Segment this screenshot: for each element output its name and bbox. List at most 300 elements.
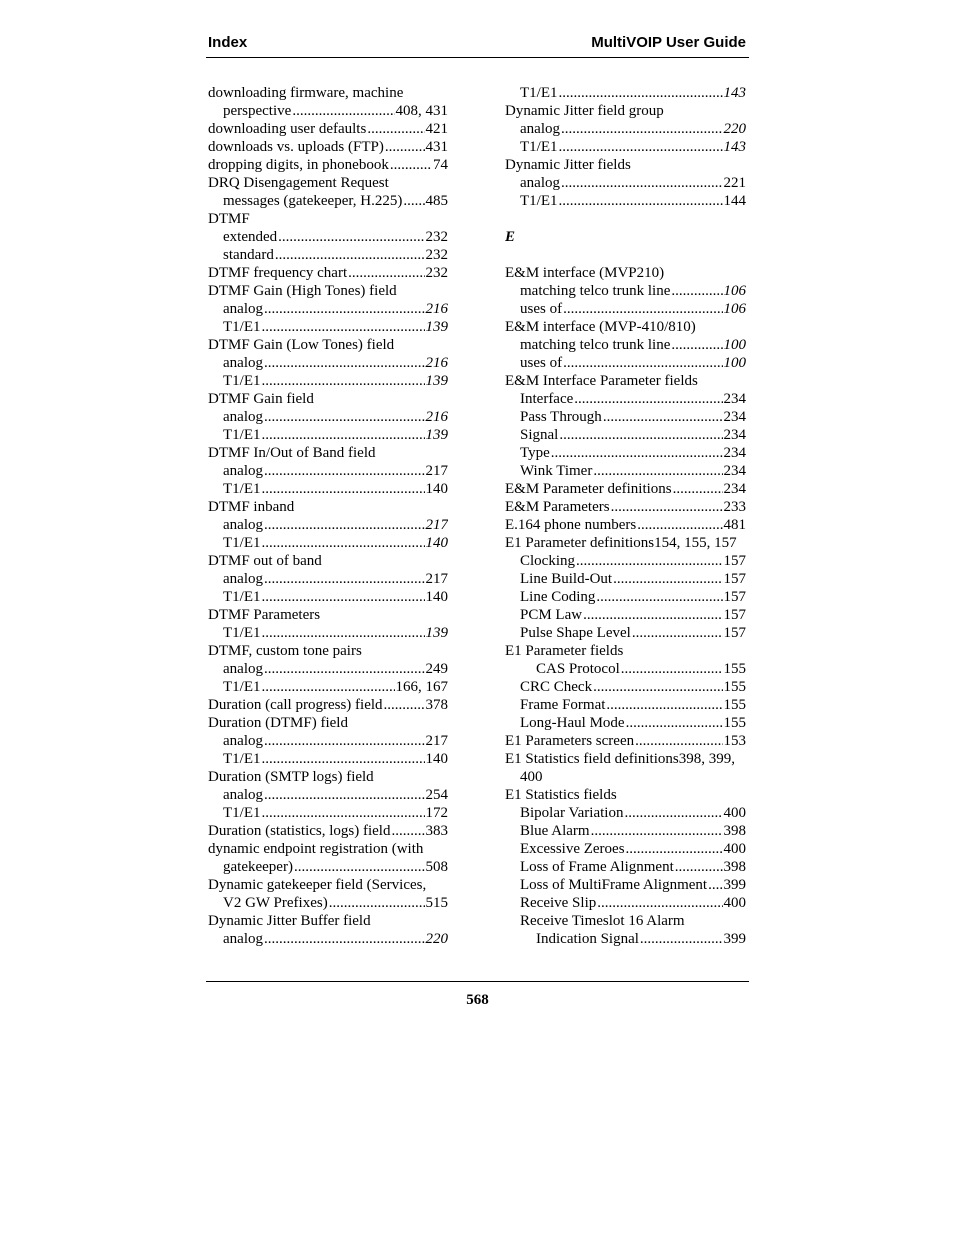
index-entry xyxy=(208,624,448,642)
entry-page-ref: 421 xyxy=(425,121,448,137)
entry-label: dropping digits, in phonebook xyxy=(208,157,389,173)
entry-label: Line Build-Out xyxy=(520,571,613,587)
index-entry xyxy=(505,570,746,588)
entry-label: E&M Parameters xyxy=(505,499,610,515)
entry-page-ref: 157 xyxy=(723,625,746,641)
entry-label: Receive Slip xyxy=(520,895,597,911)
entry-label: Bipolar Variation xyxy=(520,805,624,821)
index-entry xyxy=(208,804,448,822)
dot-leader xyxy=(292,102,394,120)
index-heading: E&M Interface Parameter fields xyxy=(505,373,698,389)
dot-leader xyxy=(591,822,723,840)
entry-page-ref: 157 xyxy=(723,589,746,605)
blank-line xyxy=(505,246,746,264)
entry-label: analog xyxy=(223,463,263,479)
entry-label: T1/E1 xyxy=(223,805,261,821)
dot-leader xyxy=(632,624,723,642)
entry-page-ref: 234 xyxy=(723,463,746,479)
entry-label: Duration (call progress) field xyxy=(208,697,383,713)
dot-leader xyxy=(673,480,723,498)
entry-label: Indication Signal xyxy=(536,931,639,947)
index-entry xyxy=(505,516,746,534)
entry-label: Clocking xyxy=(520,553,575,569)
dot-leader xyxy=(262,624,425,642)
dot-leader xyxy=(606,696,722,714)
entry-label: PCM Law xyxy=(520,607,583,623)
blank-line xyxy=(505,210,746,228)
index-entry xyxy=(208,264,448,282)
dot-leader xyxy=(264,786,425,804)
entry-label: T1/E1 xyxy=(223,679,261,695)
entry-page-ref: 217 xyxy=(425,571,448,587)
dot-leader xyxy=(264,660,425,678)
index-entry xyxy=(208,534,448,552)
entry-label: Excessive Zeroes xyxy=(520,841,625,857)
entry-page-ref: 400 xyxy=(723,841,746,857)
entry-page-ref: 232 xyxy=(425,265,448,281)
entry-page-ref: 399 xyxy=(723,877,746,893)
index-entry xyxy=(505,498,746,516)
dot-leader xyxy=(640,930,723,948)
index-entry xyxy=(505,606,746,624)
dot-leader xyxy=(262,426,425,444)
entry-page-ref: 383 xyxy=(425,823,448,839)
index-heading: DTMF Gain field xyxy=(208,391,314,407)
index-heading: E1 Parameter definitions154, 155, 157 xyxy=(505,535,737,551)
index-heading: DTMF Gain (High Tones) field xyxy=(208,283,397,299)
dot-leader xyxy=(264,354,425,372)
entry-page-ref: 157 xyxy=(723,553,746,569)
entry-label: CAS Protocol xyxy=(536,661,620,677)
entry-page-ref: 398 xyxy=(723,823,746,839)
entry-page-ref: 400 xyxy=(723,805,746,821)
index-entry xyxy=(208,660,448,678)
entry-label: Type xyxy=(520,445,550,461)
dot-leader xyxy=(603,408,723,426)
index-entry xyxy=(505,282,746,300)
entry-page-ref: 100 xyxy=(723,355,746,371)
entry-page-ref: 140 xyxy=(425,481,448,497)
entry-label: T1/E1 xyxy=(223,751,261,767)
entry-page-ref: 143 xyxy=(723,85,746,101)
index-entry xyxy=(505,660,746,678)
index-entry xyxy=(208,354,448,372)
entry-page-ref: 216 xyxy=(425,409,448,425)
index-heading: Duration (DTMF) field xyxy=(208,715,348,731)
index-heading: E1 Statistics field definitions398, 399, xyxy=(505,751,735,767)
entry-label: standard xyxy=(223,247,274,263)
entry-page-ref: 408, 431 xyxy=(395,103,448,119)
entry-label: V2 GW Prefixes) xyxy=(223,895,328,911)
dot-leader xyxy=(574,390,722,408)
dot-leader xyxy=(559,84,723,102)
index-entry xyxy=(208,822,448,840)
index-entry xyxy=(505,858,746,876)
entry-page-ref: 166, 167 xyxy=(395,679,448,695)
index-column-right xyxy=(505,84,746,948)
header-document-title: MultiVOIP User Guide xyxy=(591,34,746,51)
entry-page-ref: 217 xyxy=(425,733,448,749)
dot-leader xyxy=(671,336,722,354)
index-heading: DTMF inband xyxy=(208,499,295,515)
entry-label: Duration (statistics, logs) field xyxy=(208,823,391,839)
entry-label: analog xyxy=(223,571,263,587)
index-entry xyxy=(505,462,746,480)
entry-page-ref: 431 xyxy=(425,139,448,155)
dot-leader xyxy=(275,246,425,264)
dot-leader xyxy=(626,714,723,732)
entry-page-ref: 153 xyxy=(723,733,746,749)
dot-leader xyxy=(613,570,722,588)
dot-leader xyxy=(264,462,425,480)
index-heading: DTMF, custom tone pairs xyxy=(208,643,362,659)
index-heading: DTMF In/Out of Band field xyxy=(208,445,376,461)
entry-page-ref: 139 xyxy=(425,427,448,443)
entry-page-ref: 139 xyxy=(425,625,448,641)
entry-label: E1 Parameters screen xyxy=(505,733,635,749)
dot-leader xyxy=(671,282,722,300)
entry-page-ref: 216 xyxy=(425,355,448,371)
entry-label: analog xyxy=(223,931,263,947)
entry-page-ref: 157 xyxy=(723,571,746,587)
dot-leader xyxy=(264,408,425,426)
entry-page-ref: 234 xyxy=(723,409,746,425)
dot-leader xyxy=(593,678,722,696)
entry-label: analog xyxy=(520,121,560,137)
index-entry xyxy=(208,120,448,138)
index-entry xyxy=(505,408,746,426)
dot-leader xyxy=(561,120,723,138)
index-entry xyxy=(505,390,746,408)
entry-label: T1/E1 xyxy=(223,481,261,497)
entry-label: Interface xyxy=(520,391,574,407)
index-entry xyxy=(505,930,746,948)
entry-label: matching telco trunk line xyxy=(520,337,671,353)
index-entry xyxy=(208,426,448,444)
entry-page-ref: 74 xyxy=(433,157,448,173)
index-heading: dynamic endpoint registration (with xyxy=(208,841,424,857)
index-heading: Dynamic Jitter Buffer field xyxy=(208,913,371,929)
index-heading: DTMF xyxy=(208,211,250,227)
entry-page-ref: 378 xyxy=(425,697,448,713)
index-entry xyxy=(208,786,448,804)
entry-label: E&M Parameter definitions xyxy=(505,481,672,497)
entry-page-ref: 155 xyxy=(723,715,746,731)
index-entry xyxy=(208,228,448,246)
entry-page-ref: 234 xyxy=(723,445,746,461)
header-rule xyxy=(206,57,749,58)
index-entry xyxy=(505,120,746,138)
index-entry xyxy=(505,480,746,498)
entry-label: T1/E1 xyxy=(223,535,261,551)
index-subheading: 400 xyxy=(520,769,543,785)
dot-leader xyxy=(624,804,722,822)
index-heading: DTMF Gain (Low Tones) field xyxy=(208,337,395,353)
dot-leader xyxy=(262,372,425,390)
dot-leader xyxy=(635,732,722,750)
entry-label: analog xyxy=(223,787,263,803)
index-entry xyxy=(505,714,746,732)
index-entry xyxy=(505,876,746,894)
index-heading: E1 Parameter fields xyxy=(505,643,624,659)
index-entry xyxy=(208,750,448,768)
index-entry xyxy=(505,84,746,102)
index-heading: Dynamic Jitter field group xyxy=(505,103,664,119)
dot-leader xyxy=(262,480,425,498)
entry-page-ref: 140 xyxy=(425,589,448,605)
entry-page-ref: 220 xyxy=(723,121,746,137)
dot-leader xyxy=(563,300,722,318)
entry-page-ref: 216 xyxy=(425,301,448,317)
entry-page-ref: 220 xyxy=(425,931,448,947)
entry-label: uses of xyxy=(520,355,563,371)
entry-label: T1/E1 xyxy=(520,139,558,155)
index-entry xyxy=(505,426,746,444)
entry-label: CRC Check xyxy=(520,679,593,695)
dot-leader xyxy=(348,264,424,282)
entry-label: analog xyxy=(223,661,263,677)
entry-page-ref: 508 xyxy=(425,859,448,875)
entry-label: analog xyxy=(223,355,263,371)
entry-page-ref: 217 xyxy=(425,517,448,533)
index-entry xyxy=(505,732,746,750)
entry-label: analog xyxy=(223,301,263,317)
entry-page-ref: 234 xyxy=(723,427,746,443)
index-entry xyxy=(208,102,448,120)
entry-page-ref: 234 xyxy=(723,391,746,407)
index-entry xyxy=(208,930,448,948)
index-entry xyxy=(208,138,448,156)
index-entry xyxy=(208,300,448,318)
entry-label: Wink Timer xyxy=(520,463,593,479)
index-entry xyxy=(505,588,746,606)
page-header xyxy=(206,32,748,52)
entry-page-ref: 172 xyxy=(425,805,448,821)
index-entry xyxy=(505,552,746,570)
footer-rule xyxy=(206,981,749,982)
dot-leader xyxy=(559,192,723,210)
entry-label: Frame Format xyxy=(520,697,606,713)
entry-page-ref: 232 xyxy=(425,247,448,263)
index-entry xyxy=(505,804,746,822)
entry-label: Signal xyxy=(520,427,559,443)
entry-label: uses of xyxy=(520,301,563,317)
entry-page-ref: 140 xyxy=(425,535,448,551)
entry-page-ref: 400 xyxy=(723,895,746,911)
dot-leader xyxy=(262,678,395,696)
entry-label: Blue Alarm xyxy=(520,823,590,839)
index-entry xyxy=(505,192,746,210)
dot-leader xyxy=(621,660,723,678)
index-entry xyxy=(505,678,746,696)
dot-leader xyxy=(294,858,425,876)
index-heading: E&M interface (MVP-410/810) xyxy=(505,319,696,335)
entry-label: gatekeeper) xyxy=(223,859,293,875)
entry-label: analog xyxy=(520,175,560,191)
entry-page-ref: 143 xyxy=(723,139,746,155)
entry-label: perspective xyxy=(223,103,292,119)
entry-page-ref: 249 xyxy=(425,661,448,677)
index-entry xyxy=(208,570,448,588)
dot-leader xyxy=(561,174,723,192)
dot-leader xyxy=(403,192,424,210)
index-heading: Dynamic gatekeeper field (Services, xyxy=(208,877,427,893)
index-entry xyxy=(208,156,448,174)
entry-page-ref: 254 xyxy=(425,787,448,803)
entry-label: Loss of Frame Alignment xyxy=(520,859,674,875)
entry-label: analog xyxy=(223,733,263,749)
entry-label: T1/E1 xyxy=(223,625,261,641)
dot-leader xyxy=(559,426,722,444)
dot-leader xyxy=(611,498,723,516)
index-entry xyxy=(505,174,746,192)
index-entry xyxy=(505,300,746,318)
index-entry xyxy=(505,840,746,858)
index-entry xyxy=(208,480,448,498)
entry-page-ref: 155 xyxy=(723,697,746,713)
dot-leader xyxy=(384,696,425,714)
entry-label: Loss of MultiFrame Alignment xyxy=(520,877,708,893)
index-entry xyxy=(505,354,746,372)
entry-page-ref: 217 xyxy=(425,463,448,479)
index-heading: E&M interface (MVP210) xyxy=(505,265,665,281)
dot-leader xyxy=(367,120,424,138)
entry-label: extended xyxy=(223,229,278,245)
entry-label: matching telco trunk line xyxy=(520,283,671,299)
entry-label: T1/E1 xyxy=(520,193,558,209)
dot-leader xyxy=(708,876,722,894)
dot-leader xyxy=(675,858,723,876)
index-heading: Dynamic Jitter fields xyxy=(505,157,631,173)
dot-leader xyxy=(596,588,722,606)
entry-page-ref: 485 xyxy=(425,193,448,209)
index-heading: DRQ Disengagement Request xyxy=(208,175,389,191)
entry-page-ref: 515 xyxy=(425,895,448,911)
index-entry xyxy=(208,894,448,912)
index-entry xyxy=(505,894,746,912)
entry-page-ref: 139 xyxy=(425,319,448,335)
entry-label: analog xyxy=(223,517,263,533)
dot-leader xyxy=(264,732,425,750)
index-heading: DTMF out of band xyxy=(208,553,322,569)
entry-label: downloading user defaults xyxy=(208,121,367,137)
dot-leader xyxy=(262,318,425,336)
index-entry xyxy=(505,138,746,156)
dot-leader xyxy=(597,894,722,912)
index-entry xyxy=(208,462,448,480)
header-section-title: Index xyxy=(208,34,248,51)
entry-page-ref: 234 xyxy=(723,481,746,497)
index-heading: downloading firmware, machine xyxy=(208,85,404,101)
entry-label: T1/E1 xyxy=(223,373,261,389)
entry-label: DTMF frequency chart xyxy=(208,265,348,281)
dot-leader xyxy=(576,552,723,570)
dot-leader xyxy=(262,750,425,768)
index-entry xyxy=(505,336,746,354)
index-entry xyxy=(208,246,448,264)
dot-leader xyxy=(262,804,425,822)
entry-page-ref: 481 xyxy=(723,517,746,533)
dot-leader xyxy=(559,138,723,156)
dot-leader xyxy=(264,516,425,534)
entry-page-ref: 155 xyxy=(723,679,746,695)
index-entry xyxy=(208,588,448,606)
entry-page-ref: 100 xyxy=(723,337,746,353)
section-letter: E xyxy=(505,229,516,245)
dot-leader xyxy=(390,156,432,174)
entry-page-ref: 139 xyxy=(425,373,448,389)
index-entry xyxy=(505,696,746,714)
index-entry xyxy=(505,444,746,462)
index-entry xyxy=(208,696,448,714)
page-number: 568 xyxy=(466,992,489,1008)
dot-leader xyxy=(626,840,723,858)
entry-label: T1/E1 xyxy=(520,85,558,101)
dot-leader xyxy=(278,228,424,246)
entry-label: downloads vs. uploads (FTP) xyxy=(208,139,384,155)
dot-leader xyxy=(551,444,723,462)
entry-page-ref: 157 xyxy=(723,607,746,623)
dot-leader xyxy=(264,300,425,318)
entry-label: Long-Haul Mode xyxy=(520,715,625,731)
dot-leader xyxy=(329,894,425,912)
dot-leader xyxy=(583,606,722,624)
index-heading: DTMF Parameters xyxy=(208,607,321,623)
entry-page-ref: 140 xyxy=(425,751,448,767)
index-entry xyxy=(208,408,448,426)
index-entry xyxy=(208,192,448,210)
index-column-left xyxy=(208,84,448,948)
dot-leader xyxy=(262,534,425,552)
entry-label: messages (gatekeeper, H.225) xyxy=(223,193,403,209)
index-subheading: Receive Timeslot 16 Alarm xyxy=(520,913,685,929)
index-entry xyxy=(208,516,448,534)
dot-leader xyxy=(262,588,425,606)
entry-label: Pulse Shape Level xyxy=(520,625,631,641)
index-entry xyxy=(505,624,746,642)
entry-label: analog xyxy=(223,409,263,425)
dot-leader xyxy=(563,354,722,372)
index-entry xyxy=(208,372,448,390)
entry-page-ref: 233 xyxy=(723,499,746,515)
entry-page-ref: 106 xyxy=(723,301,746,317)
dot-leader xyxy=(385,138,425,156)
dot-leader xyxy=(264,570,425,588)
entry-label: Line Coding xyxy=(520,589,596,605)
dot-leader xyxy=(264,930,425,948)
entry-page-ref: 106 xyxy=(723,283,746,299)
dot-leader xyxy=(391,822,424,840)
dot-leader xyxy=(593,462,722,480)
entry-page-ref: 399 xyxy=(723,931,746,947)
index-entry xyxy=(208,678,448,696)
entry-label: T1/E1 xyxy=(223,319,261,335)
entry-page-ref: 232 xyxy=(425,229,448,245)
dot-leader xyxy=(637,516,722,534)
index-entry xyxy=(208,858,448,876)
index-entry xyxy=(208,318,448,336)
index-entry xyxy=(505,822,746,840)
entry-label: Pass Through xyxy=(520,409,602,425)
entry-page-ref: 144 xyxy=(723,193,746,209)
entry-page-ref: 398 xyxy=(723,859,746,875)
entry-label: T1/E1 xyxy=(223,589,261,605)
index-heading: Duration (SMTP logs) field xyxy=(208,769,374,785)
entry-page-ref: 155 xyxy=(723,661,746,677)
entry-label: T1/E1 xyxy=(223,427,261,443)
index-heading: E1 Statistics fields xyxy=(505,787,617,803)
entry-page-ref: 221 xyxy=(723,175,746,191)
